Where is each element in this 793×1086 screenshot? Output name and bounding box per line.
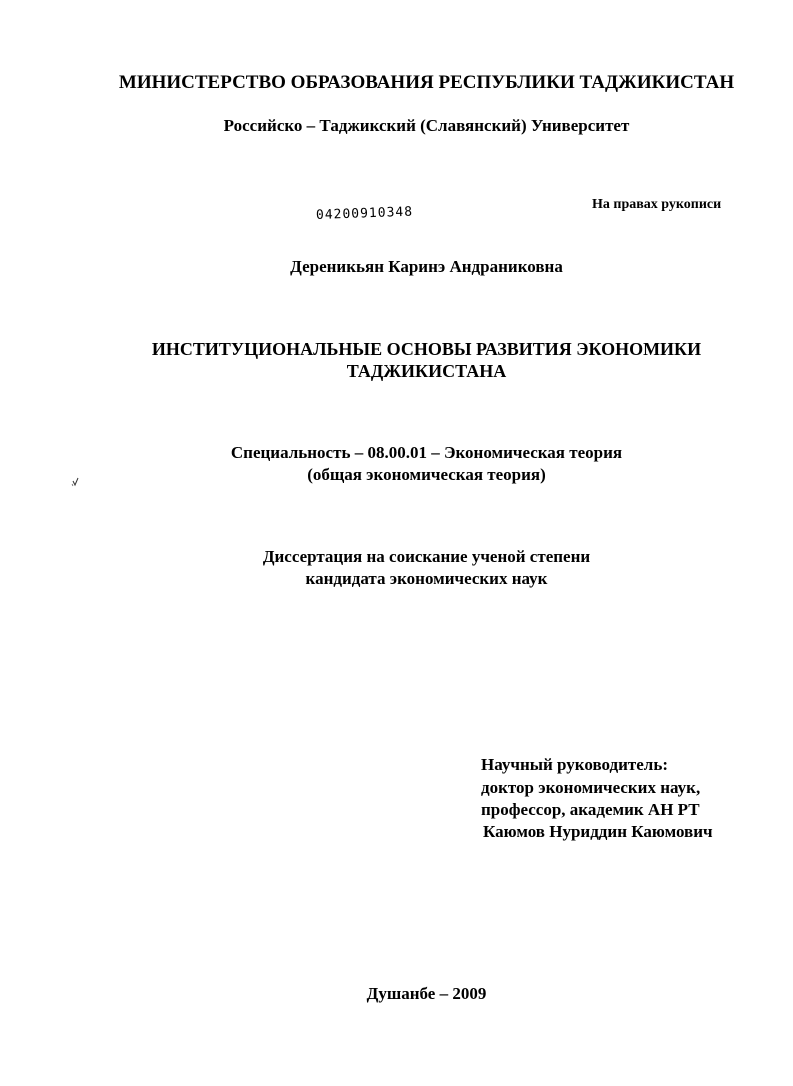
dissertation-line-1: Диссертация на соискание ученой степени: [262, 547, 591, 566]
pen-mark-icon: [70, 475, 80, 491]
document-code: 04200910348: [315, 204, 414, 223]
specialty-line-1: Специальность – 08.00.01 – Экономическая теория: [230, 443, 623, 462]
university-name: Российско – Таджикский (Славянский) Университет: [223, 116, 630, 135]
thesis-title-line-2: ТАДЖИКИСТАНА: [346, 361, 507, 381]
supervisor-degree: доктор экономических наук,: [481, 778, 701, 797]
supervisor-rank: профессор, академик АН РТ: [481, 800, 700, 819]
ministry-name: МИНИСТЕРСТВО ОБРАЗОВАНИЯ РЕСПУБЛИКИ ТАДЖИКИСТАН: [118, 72, 735, 93]
author-name: Дереникьян Каринэ Андраниковна: [290, 257, 563, 276]
dissertation-line-2: кандидата экономических наук: [305, 569, 548, 588]
supervisor-heading: Научный руководитель:: [481, 755, 668, 774]
thesis-title-line-1: ИНСТИТУЦИОНАЛЬНЫЕ ОСНОВЫ РАЗВИТИЯ ЭКОНОМИКИ: [151, 339, 702, 359]
rights-note: На правах рукописи: [592, 197, 722, 212]
supervisor-name: Каюмов Нуриддин Каюмович: [483, 822, 713, 841]
city-year: Душанбе – 2009: [366, 984, 487, 1003]
specialty-line-2: (общая экономическая теория): [307, 465, 546, 484]
